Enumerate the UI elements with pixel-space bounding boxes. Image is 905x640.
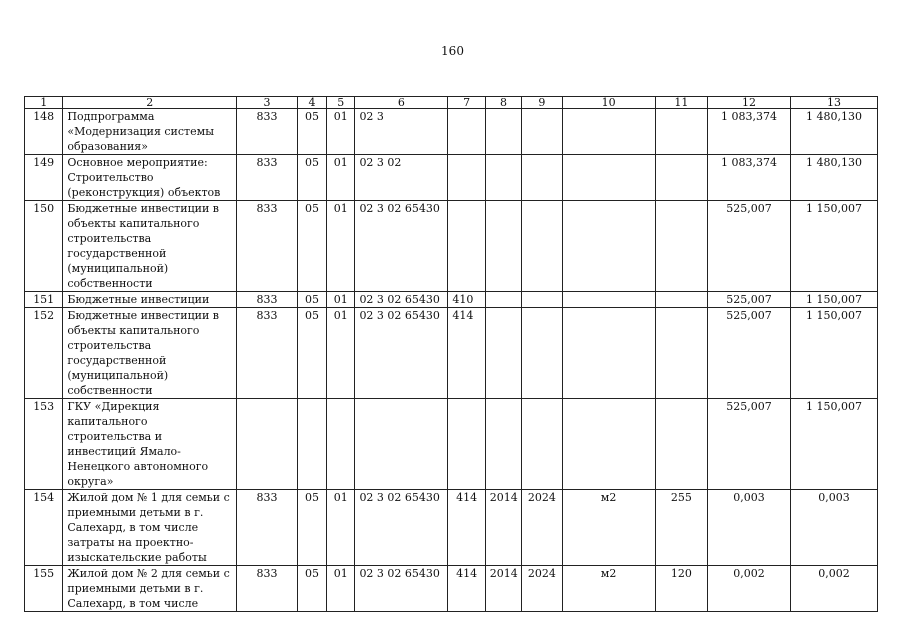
cell-col12: 0,002 <box>708 566 791 612</box>
cell-col3: 833 <box>237 292 298 308</box>
cell-col8 <box>485 201 521 292</box>
header-cell: 6 <box>355 97 448 109</box>
cell-col9 <box>522 155 562 201</box>
row-number: 152 <box>25 308 63 399</box>
cell-col3: 833 <box>237 155 298 201</box>
header-cell: 11 <box>655 97 708 109</box>
cell-col5: 01 <box>327 292 355 308</box>
cell-col5: 01 <box>327 155 355 201</box>
cell-col9: 2024 <box>522 566 562 612</box>
cell-col9 <box>522 201 562 292</box>
row-number: 149 <box>25 155 63 201</box>
cell-col6: 02 3 02 65430 <box>355 308 448 399</box>
header-cell: 4 <box>297 97 326 109</box>
cell-col9 <box>522 109 562 155</box>
cell-col6: 02 3 <box>355 109 448 155</box>
cell-col12: 0,003 <box>708 490 791 566</box>
cell-col10 <box>562 201 655 292</box>
cell-col7: 410 <box>448 292 485 308</box>
cell-col7: 414 <box>448 308 485 399</box>
cell-col4 <box>297 399 326 490</box>
cell-col5: 01 <box>327 490 355 566</box>
cell-col9: 2024 <box>522 490 562 566</box>
page-number: 160 <box>441 44 464 58</box>
cell-col12: 525,007 <box>708 201 791 292</box>
cell-col10 <box>562 399 655 490</box>
row-name: Бюджетные инвестиции <box>63 292 237 308</box>
cell-col4: 05 <box>297 308 326 399</box>
row-number: 148 <box>25 109 63 155</box>
header-cell: 12 <box>708 97 791 109</box>
cell-col13: 0,003 <box>790 490 877 566</box>
cell-col11 <box>655 155 708 201</box>
row-name: Жилой дом № 1 для семьи с приемными детьми в г. Салехард, в том числе затраты на проектно-изыскательские работы <box>63 490 237 566</box>
cell-col6: 02 3 02 65430 <box>355 490 448 566</box>
header-cell: 3 <box>237 97 298 109</box>
cell-col7 <box>448 201 485 292</box>
cell-col5: 01 <box>327 109 355 155</box>
cell-col10 <box>562 109 655 155</box>
cell-col3 <box>237 399 298 490</box>
cell-col5: 01 <box>327 566 355 612</box>
cell-col6: 02 3 02 <box>355 155 448 201</box>
header-cell: 2 <box>63 97 237 109</box>
cell-col7: 414 <box>448 490 485 566</box>
row-name: Бюджетные инвестиции в объекты капитального строительства государственной (муниципальной) собственности <box>63 308 237 399</box>
table-row <box>25 292 878 308</box>
cell-col12: 1 083,374 <box>708 109 791 155</box>
header-row <box>25 97 878 109</box>
cell-col12: 525,007 <box>708 308 791 399</box>
cell-col13: 1 480,130 <box>790 155 877 201</box>
cell-col10: м2 <box>562 490 655 566</box>
cell-col13: 1 150,007 <box>790 308 877 399</box>
row-name: Основное мероприятие: Строительство (реконструкция) объектов <box>63 155 237 201</box>
cell-col5: 01 <box>327 308 355 399</box>
cell-col11: 120 <box>655 566 708 612</box>
cell-col6: 02 3 02 65430 <box>355 292 448 308</box>
row-name: ГКУ «Дирекция капитального строительства и инвестиций Ямало-Ненецкого автономного округа» <box>63 399 237 490</box>
cell-col8: 2014 <box>485 490 521 566</box>
cell-col11 <box>655 201 708 292</box>
header-cell: 8 <box>485 97 521 109</box>
row-name: Бюджетные инвестиции в объекты капитального строительства государственной (муниципальной) собственности <box>63 201 237 292</box>
table-row <box>25 155 878 201</box>
cell-col8: 2014 <box>485 566 521 612</box>
budget-table <box>24 96 878 612</box>
header-cell: 10 <box>562 97 655 109</box>
header-cell: 5 <box>327 97 355 109</box>
cell-col9 <box>522 292 562 308</box>
cell-col3: 833 <box>237 308 298 399</box>
cell-col13: 1 150,007 <box>790 201 877 292</box>
cell-col11 <box>655 399 708 490</box>
table-row <box>25 109 878 155</box>
header-cell: 9 <box>522 97 562 109</box>
cell-col13: 1 150,007 <box>790 399 877 490</box>
cell-col4: 05 <box>297 155 326 201</box>
cell-col10 <box>562 155 655 201</box>
cell-col4: 05 <box>297 109 326 155</box>
table-row <box>25 308 878 399</box>
header-cell: 13 <box>790 97 877 109</box>
row-number: 150 <box>25 201 63 292</box>
header-cell: 1 <box>25 97 63 109</box>
cell-col3: 833 <box>237 109 298 155</box>
cell-col3: 833 <box>237 566 298 612</box>
cell-col10 <box>562 292 655 308</box>
cell-col10: м2 <box>562 566 655 612</box>
cell-col11 <box>655 292 708 308</box>
cell-col8 <box>485 155 521 201</box>
cell-col13: 1 150,007 <box>790 292 877 308</box>
cell-col13: 0,002 <box>790 566 877 612</box>
cell-col3: 833 <box>237 490 298 566</box>
cell-col4: 05 <box>297 566 326 612</box>
row-number: 155 <box>25 566 63 612</box>
cell-col8 <box>485 292 521 308</box>
cell-col10 <box>562 308 655 399</box>
cell-col7: 414 <box>448 566 485 612</box>
row-number: 153 <box>25 399 63 490</box>
cell-col7 <box>448 155 485 201</box>
cell-col3: 833 <box>237 201 298 292</box>
cell-col6 <box>355 399 448 490</box>
cell-col11: 255 <box>655 490 708 566</box>
header-cell: 7 <box>448 97 485 109</box>
table-row <box>25 399 878 490</box>
row-number: 151 <box>25 292 63 308</box>
cell-col4: 05 <box>297 201 326 292</box>
cell-col7 <box>448 109 485 155</box>
cell-col4: 05 <box>297 292 326 308</box>
cell-col8 <box>485 109 521 155</box>
cell-col11 <box>655 109 708 155</box>
row-name: Жилой дом № 2 для семьи с приемными детьми в г. Салехард, в том числе <box>63 566 237 612</box>
cell-col9 <box>522 308 562 399</box>
cell-col4: 05 <box>297 490 326 566</box>
cell-col11 <box>655 308 708 399</box>
table-row <box>25 566 878 612</box>
cell-col9 <box>522 399 562 490</box>
table-row <box>25 490 878 566</box>
cell-col6: 02 3 02 65430 <box>355 566 448 612</box>
cell-col13: 1 480,130 <box>790 109 877 155</box>
cell-col7 <box>448 399 485 490</box>
cell-col8 <box>485 308 521 399</box>
cell-col6: 02 3 02 65430 <box>355 201 448 292</box>
row-name: Подпрограмма «Модернизация системы образования» <box>63 109 237 155</box>
cell-col5 <box>327 399 355 490</box>
cell-col12: 525,007 <box>708 292 791 308</box>
cell-col8 <box>485 399 521 490</box>
table-row <box>25 201 878 292</box>
cell-col12: 1 083,374 <box>708 155 791 201</box>
row-number: 154 <box>25 490 63 566</box>
cell-col5: 01 <box>327 201 355 292</box>
cell-col12: 525,007 <box>708 399 791 490</box>
